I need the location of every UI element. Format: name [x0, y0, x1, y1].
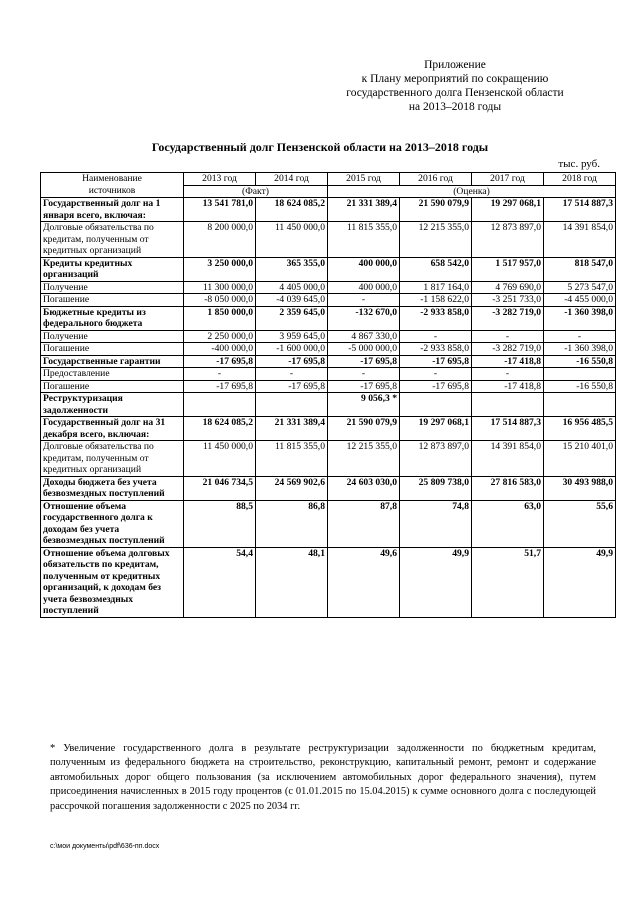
- value-cell: -400 000,0: [184, 343, 256, 356]
- value-cell: 25 809 738,0: [400, 476, 472, 500]
- value-cell: 55,6: [544, 500, 616, 547]
- row-label: Получение: [41, 281, 184, 294]
- value-cell: [472, 393, 544, 417]
- row-label: Долговые обязательства по кредитам, полученным от кредитных организаций: [41, 441, 184, 477]
- value-cell: 12 215 355,0: [328, 441, 400, 477]
- value-cell: -4 455 000,0: [544, 294, 616, 307]
- value-cell: 74,8: [400, 500, 472, 547]
- header-name-cell: [41, 173, 184, 198]
- value-cell: [256, 393, 328, 417]
- value-cell: -1 158 622,0: [400, 294, 472, 307]
- value-cell: 63,0: [472, 500, 544, 547]
- table-row: [41, 380, 616, 393]
- value-cell: 14 391 854,0: [472, 441, 544, 477]
- debt-table: [40, 172, 616, 618]
- value-cell: -: [400, 368, 472, 381]
- value-cell: 12 873 897,0: [400, 441, 472, 477]
- value-cell: -: [328, 294, 400, 307]
- value-cell: -: [184, 368, 256, 381]
- value-cell: -3 251 733,0: [472, 294, 544, 307]
- value-cell: 87,8: [328, 500, 400, 547]
- value-cell: -: [472, 330, 544, 343]
- table-body: [41, 198, 616, 618]
- value-cell: -17 695,8: [256, 380, 328, 393]
- value-cell: 48,1: [256, 547, 328, 617]
- table-row: [41, 343, 616, 356]
- value-cell: 19 297 068,1: [472, 198, 544, 222]
- document-title: Государственный долг Пензенской области на 2013–2018 годы: [151, 140, 489, 154]
- row-label: Реструктуризация задолженности: [41, 393, 184, 417]
- value-cell: -2 933 858,0: [400, 306, 472, 330]
- value-cell: 1 850 000,0: [184, 306, 256, 330]
- row-label: Государственные гарантии: [41, 355, 184, 368]
- value-cell: 11 815 355,0: [328, 222, 400, 258]
- row-label: Долговые обязательства по кредитам, полученным от кредитных организаций: [41, 222, 184, 258]
- header-name-line-1: Наименование: [82, 173, 142, 184]
- row-label: Отношение объема долговых обязательств по кредитам, полученным от кредитных организаций, к доходам без учета безвозмездных поступлений: [41, 547, 184, 617]
- file-path: c:\мои документы\pdf\636-пп.docx: [50, 843, 160, 850]
- value-cell: 1 817 164,0: [400, 281, 472, 294]
- row-label: Доходы бюджета без учета безвозмездных поступлений: [41, 476, 184, 500]
- header-year: 2014 год: [256, 173, 328, 186]
- value-cell: -16 550,8: [544, 355, 616, 368]
- value-cell: 12 873 897,0: [472, 222, 544, 258]
- value-cell: 49,9: [400, 547, 472, 617]
- value-cell: -3 282 719,0: [472, 306, 544, 330]
- value-cell: 49,9: [544, 547, 616, 617]
- appendix-block: [310, 58, 600, 114]
- row-label: Бюджетные кредиты из федерального бюджета: [41, 306, 184, 330]
- value-cell: 21 331 389,4: [328, 198, 400, 222]
- value-cell: 13 541 781,0: [184, 198, 256, 222]
- header-fact: (Факт): [184, 185, 328, 198]
- value-cell: 400 000,0: [328, 257, 400, 281]
- row-label: Государственный долг на 31 декабря всего, включая:: [41, 417, 184, 441]
- table-row: [41, 330, 616, 343]
- value-cell: -17 418,8: [472, 355, 544, 368]
- value-cell: 1 517 957,0: [472, 257, 544, 281]
- row-label: Погашение: [41, 380, 184, 393]
- value-cell: -5 000 000,0: [328, 343, 400, 356]
- value-cell: -4 039 645,0: [256, 294, 328, 307]
- table-row: [41, 198, 616, 222]
- value-cell: -17 418,8: [472, 380, 544, 393]
- value-cell: -17 695,8: [328, 355, 400, 368]
- row-label: Отношение объема государственного долга к доходам без учета безвозмездных поступлений: [41, 500, 184, 547]
- value-cell: -: [544, 330, 616, 343]
- value-cell: 27 816 583,0: [472, 476, 544, 500]
- value-cell: -17 695,8: [256, 355, 328, 368]
- table-row: [41, 476, 616, 500]
- header-estimate: (Оценка): [328, 185, 616, 198]
- value-cell: -: [400, 330, 472, 343]
- header-year: 2017 год: [472, 173, 544, 186]
- table-row: [41, 281, 616, 294]
- value-cell: 15 210 401,0: [544, 441, 616, 477]
- value-cell: -8 050 000,0: [184, 294, 256, 307]
- value-cell: 8 200 000,0: [184, 222, 256, 258]
- value-cell: 21 590 079,9: [400, 198, 472, 222]
- units-label: тыс. руб.: [558, 158, 600, 170]
- value-cell: 88,5: [184, 500, 256, 547]
- value-cell: 21 046 734,5: [184, 476, 256, 500]
- table-row: [41, 355, 616, 368]
- value-cell: 54,4: [184, 547, 256, 617]
- value-cell: [184, 393, 256, 417]
- value-cell: 4 769 690,0: [472, 281, 544, 294]
- row-label: Предоставление: [41, 368, 184, 381]
- value-cell: 24 569 902,6: [256, 476, 328, 500]
- row-label: Погашение: [41, 343, 184, 356]
- table-row: [41, 547, 616, 617]
- value-cell: -132 670,0: [328, 306, 400, 330]
- value-cell: 19 297 068,1: [400, 417, 472, 441]
- value-cell: 11 300 000,0: [184, 281, 256, 294]
- value-cell: 17 514 887,3: [544, 198, 616, 222]
- value-cell: 11 450 000,0: [256, 222, 328, 258]
- value-cell: -3 282 719,0: [472, 343, 544, 356]
- value-cell: -17 695,8: [400, 355, 472, 368]
- value-cell: 2 359 645,0: [256, 306, 328, 330]
- value-cell: 5 273 547,0: [544, 281, 616, 294]
- value-cell: -17 695,8: [184, 355, 256, 368]
- row-label: Кредиты кредитных организаций: [41, 257, 184, 281]
- value-cell: 11 450 000,0: [184, 441, 256, 477]
- table-row: [41, 257, 616, 281]
- value-cell: 11 815 355,0: [256, 441, 328, 477]
- value-cell: -: [256, 368, 328, 381]
- table-header-row-years: [41, 173, 616, 186]
- value-cell: 3 250 000,0: [184, 257, 256, 281]
- value-cell: 24 603 030,0: [328, 476, 400, 500]
- value-cell: -16 550,8: [544, 380, 616, 393]
- value-cell: 4 867 330,0: [328, 330, 400, 343]
- value-cell: -2 933 858,0: [400, 343, 472, 356]
- value-cell: 49,6: [328, 547, 400, 617]
- value-cell: 4 405 000,0: [256, 281, 328, 294]
- appendix-line-3: государственного долга Пензенской области: [346, 87, 564, 99]
- value-cell: -1 360 398,0: [544, 306, 616, 330]
- value-cell: 12 215 355,0: [400, 222, 472, 258]
- value-cell: 2 250 000,0: [184, 330, 256, 343]
- table-row: [41, 500, 616, 547]
- value-cell: 658 542,0: [400, 257, 472, 281]
- header-year: 2013 год: [184, 173, 256, 186]
- value-cell: 818 547,0: [544, 257, 616, 281]
- row-label: Получение: [41, 330, 184, 343]
- footnote: * Увеличение государственного долга в результате реструктуризации задолженности по бюджетным кредитам, полученным из федерального бюджета на строительство, реконструкцию, капитальный ремонт, ремонт и содержание автомобильных дорог общего пользования (за исключением автомобильных дорог федерального значения), путем присоединения начисленных в 2015 году процентов (с 01.01.2015 по 15.04.2015) к сумме основного долга с последующей рассрочкой погашения задолженности с 2025 по 2034 гг.: [50, 743, 596, 812]
- value-cell: 51,7: [472, 547, 544, 617]
- value-cell: [400, 393, 472, 417]
- appendix-line-2: к Плану мероприятий по сокращению: [361, 73, 549, 85]
- value-cell: 18 624 085,2: [256, 198, 328, 222]
- table-row: [41, 417, 616, 441]
- value-cell: -17 695,8: [184, 380, 256, 393]
- value-cell: 21 331 389,4: [256, 417, 328, 441]
- value-cell: -1 600 000,0: [256, 343, 328, 356]
- value-cell: -: [472, 368, 544, 381]
- table-row: [41, 222, 616, 258]
- value-cell: 17 514 887,3: [472, 417, 544, 441]
- value-cell: [544, 368, 616, 381]
- value-cell: 21 590 079,9: [328, 417, 400, 441]
- row-label: Погашение: [41, 294, 184, 307]
- table-row: [41, 306, 616, 330]
- header-name-line-2: источников: [88, 184, 136, 196]
- value-cell: -1 360 398,0: [544, 343, 616, 356]
- table-row: [41, 393, 616, 417]
- value-cell: 14 391 854,0: [544, 222, 616, 258]
- appendix-line-1: Приложение: [424, 59, 486, 71]
- value-cell: 9 056,3 *: [328, 393, 400, 417]
- value-cell: 16 956 485,5: [544, 417, 616, 441]
- value-cell: 365 355,0: [256, 257, 328, 281]
- header-year: 2018 год: [544, 173, 616, 186]
- value-cell: -17 695,8: [400, 380, 472, 393]
- value-cell: 400 000,0: [328, 281, 400, 294]
- value-cell: [544, 393, 616, 417]
- table-row: [41, 294, 616, 307]
- appendix-line-4: на 2013–2018 годы: [408, 101, 502, 113]
- table-row: [41, 368, 616, 381]
- header-year: 2015 год: [328, 173, 400, 186]
- value-cell: 3 959 645,0: [256, 330, 328, 343]
- header-year: 2016 год: [400, 173, 472, 186]
- value-cell: -: [328, 368, 400, 381]
- table-row: [41, 441, 616, 477]
- row-label: Государственный долг на 1 января всего, включая:: [41, 198, 184, 222]
- value-cell: 30 493 988,0: [544, 476, 616, 500]
- value-cell: 18 624 085,2: [184, 417, 256, 441]
- value-cell: 86,8: [256, 500, 328, 547]
- value-cell: -17 695,8: [328, 380, 400, 393]
